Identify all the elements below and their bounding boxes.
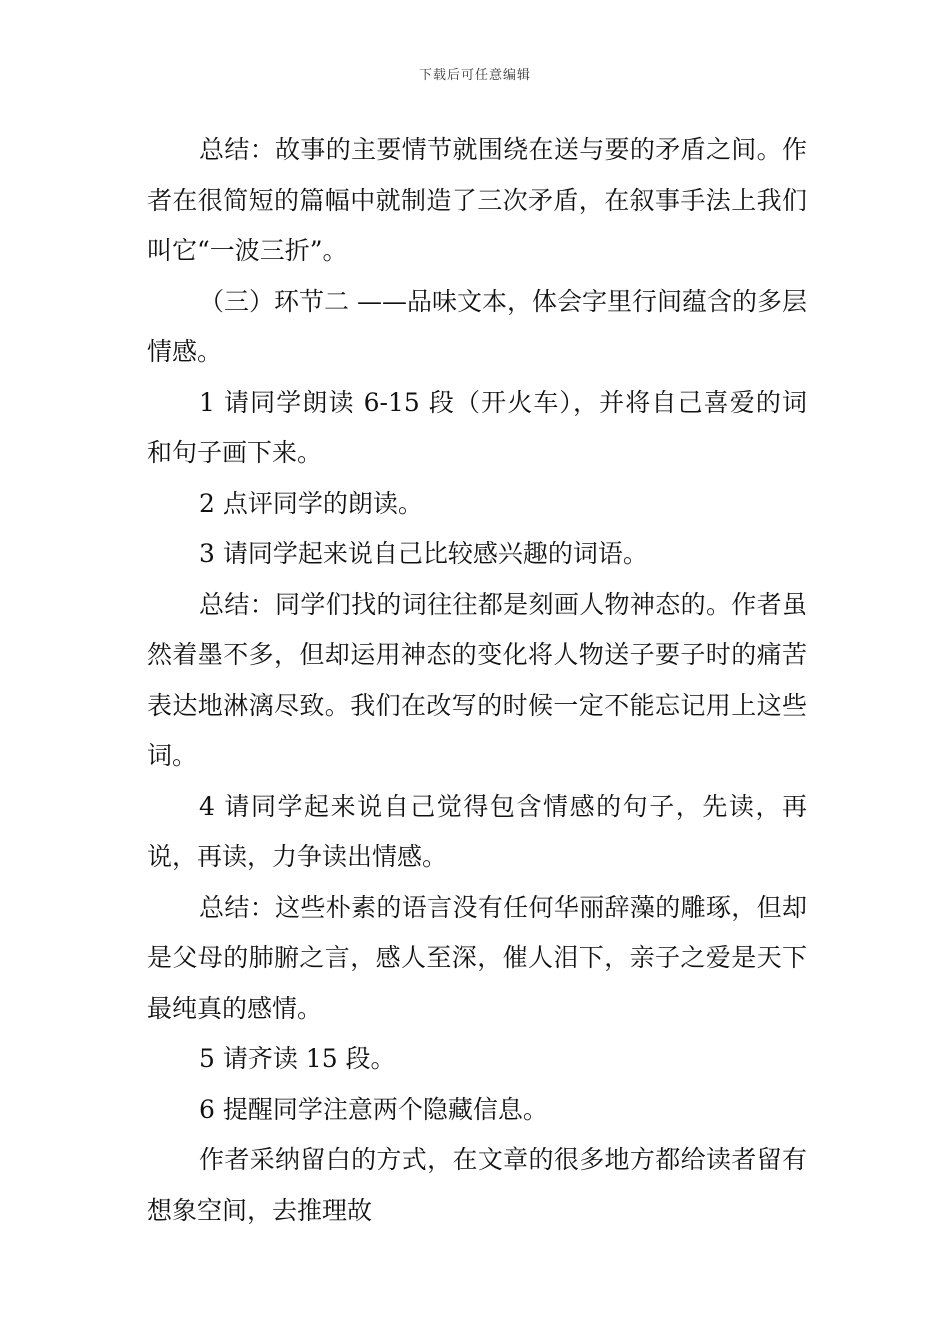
step-item-1: 1 请同学朗读 6-15 段（开火车），并将自己喜爱的词和句子画下来。: [147, 387, 807, 467]
step-item-2: 2 点评同学的朗读。: [199, 488, 423, 518]
document-body: [147, 125, 807, 1236]
summary-paragraph-1: 总结：故事的主要情节就围绕在送与要的矛盾之间。作者在很简短的篇幅中就制造了三次矛盾，在叙事手法上我们叫它“一波三折”。: [147, 135, 807, 265]
closing-paragraph: 作者采纳留白的方式，在文章的很多地方都给读者留有想象空间，去推理故: [147, 1145, 807, 1225]
step-item-3: 3 请同学起来说自己比较感兴趣的词语。: [199, 539, 648, 568]
step-item-4: 4 请同学起来说自己觉得包含情感的句子，先读，再说，再读，力争读出情感。: [147, 791, 807, 871]
page-header: 下载后可任意编辑: [418, 68, 531, 83]
summary-paragraph-3: 总结：这些朴素的语言没有任何华丽辞藻的雕琢，但却是父母的肺腑之言，感人至深，催人泪下，亲子之爱是天下最纯真的感情。: [147, 892, 807, 1023]
section-heading-step-2: （三）环节二 ——品味文本，体会字里行间蕴含的多层情感。: [147, 286, 807, 366]
summary-paragraph-2: 总结：同学们找的词往往都是刻画人物神态的。作者虽然着墨不多，但却运用神态的变化将人物送子要子时的痛苦表达地淋漓尽致。我们在改写的时候一定不能忘记用上这些词。: [147, 589, 807, 770]
step-item-5: 5 请齐读 15 段。: [199, 1044, 396, 1073]
step-item-6: 6 提醒同学注意两个隐藏信息。: [199, 1094, 548, 1124]
